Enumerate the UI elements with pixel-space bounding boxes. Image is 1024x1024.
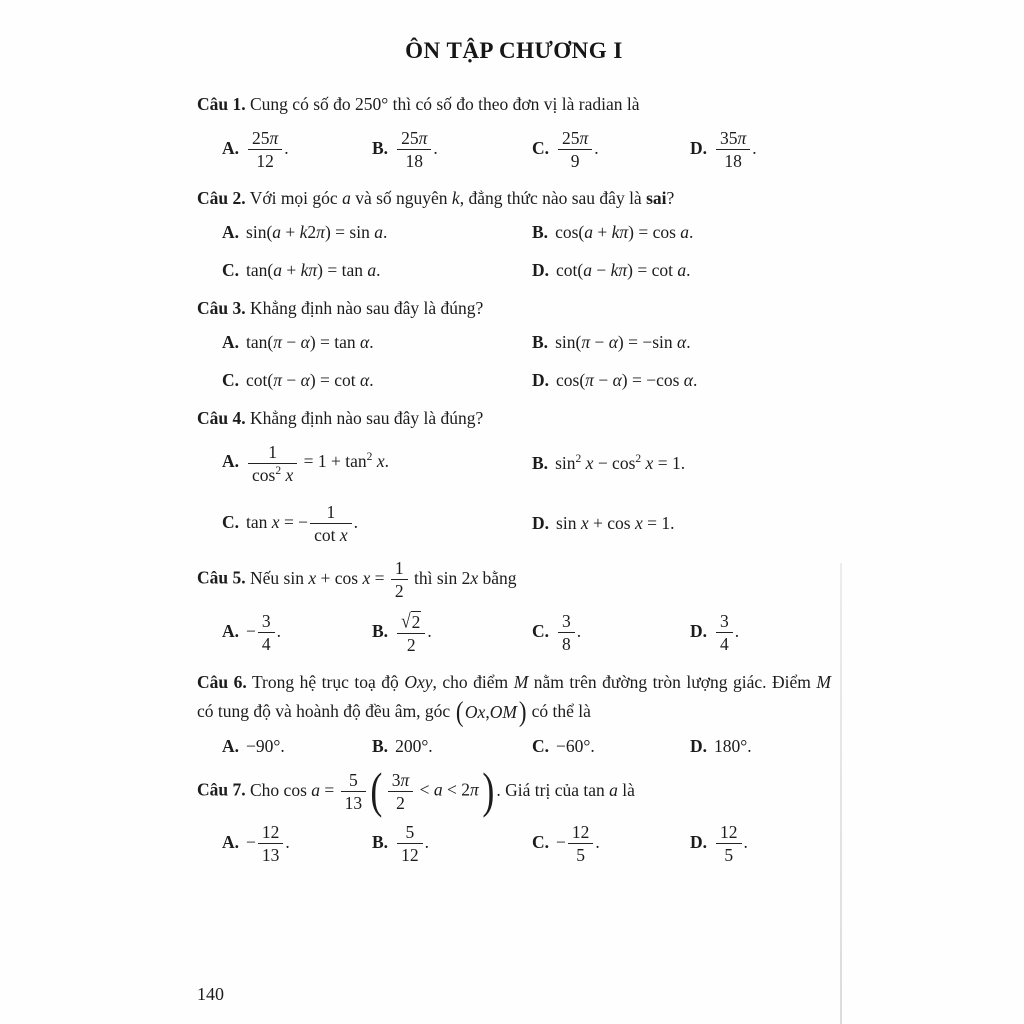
option-value: $\frac{3}{8}$ . (556, 621, 581, 641)
fraction: $\frac{25\pi}{9}$ (556, 128, 594, 171)
option-value: $\frac{12}{5}$ . (714, 832, 748, 852)
option-value: cos(a + kπ) = cos a. (555, 222, 694, 242)
question-text: Cung có số đo 250° thì có số đo theo đơn vị là radian là (250, 94, 640, 114)
option-key: D. (690, 736, 708, 757)
option-key: C. (222, 260, 240, 280)
option (532, 332, 831, 353)
options-row (222, 442, 831, 546)
option (532, 453, 831, 474)
fraction: $\frac{√2}{2}$ (395, 611, 427, 655)
option (222, 222, 532, 243)
option-key: A. (222, 331, 240, 352)
question-label: Câu 7. (197, 779, 246, 800)
question-text: Cho cos a = $\frac{5}{13}$ ( $\frac{3\pi}{2}$ < a < 2π ) . Giá trị của tan a là (250, 763, 635, 819)
question (197, 184, 831, 281)
fraction: $\frac{35\pi}{18}$ (714, 128, 752, 171)
option-key: B. (532, 331, 549, 352)
fraction: $\frac{1}{2}$ (389, 558, 410, 601)
fraction: $\frac{5}{12}$ (395, 822, 425, 865)
fraction: $\frac{25\pi}{18}$ (395, 128, 433, 171)
option-value: $\frac{25\pi}{18}$ . (395, 138, 438, 158)
option-key: D. (532, 513, 550, 534)
parenthesized-group: ( Ox,OM ) (455, 696, 527, 728)
option (690, 611, 831, 654)
option-value: −90°. (246, 736, 285, 757)
option-value: 200°. (395, 736, 433, 757)
question-stem (197, 558, 831, 601)
option-key: B. (372, 620, 389, 641)
option-key: B. (372, 736, 389, 757)
scan-artifact-line (840, 563, 842, 1024)
option-value: $\sin^2 x - \cos^2 x = 1$. (555, 452, 686, 473)
option (222, 370, 532, 391)
option-value: 180°. (714, 736, 752, 757)
option-key: D. (532, 260, 550, 280)
options-row (222, 822, 831, 865)
question (197, 90, 831, 171)
option-value: − $\frac{3}{4}$ . (246, 611, 282, 655)
option-key: C. (222, 511, 240, 532)
question-stem (197, 90, 831, 119)
question (197, 558, 831, 655)
option (372, 128, 532, 171)
options-row (222, 128, 831, 171)
option (532, 128, 690, 171)
question-text: Với mọi góc a và số nguyên k, đẳng thức nào sau đây là sai? (249, 188, 675, 209)
option (532, 611, 690, 654)
question-stem (197, 184, 831, 213)
fraction: $\frac{3\pi}{2}$ (386, 770, 416, 813)
square-root: √2 (401, 608, 421, 632)
option (690, 736, 831, 757)
option-value: −60°. (556, 736, 595, 757)
option (532, 222, 831, 243)
option-value: tan x = − $\frac{1}{\text{cot x}}$ . (246, 502, 358, 546)
question-label: Câu 1. (197, 94, 246, 114)
option (372, 822, 532, 865)
option-key: B. (372, 831, 389, 852)
questions-list (197, 90, 831, 866)
fraction: $\frac{3}{4}$ (714, 611, 735, 654)
option-value: $\frac{35\pi}{18}$ . (714, 138, 757, 158)
option-key: A. (222, 137, 240, 158)
option-key: A. (222, 451, 240, 472)
option-key: C. (222, 369, 240, 390)
fraction: $\frac{3}{8}$ (556, 611, 577, 654)
option (532, 736, 690, 757)
option-key: C. (532, 137, 550, 158)
option-value: $\frac{25\pi}{12}$ . (246, 138, 289, 158)
fraction: $\frac{1}{\text{cot x}}$ (308, 502, 354, 545)
option (222, 260, 532, 281)
options-row (222, 332, 831, 391)
option-value: tan(a + kπ) = tan a. (246, 260, 381, 280)
option-value: sin x + cos x = 1. (556, 513, 675, 534)
option-key: A. (222, 620, 240, 641)
option-value: − $\frac{12}{13}$ . (246, 822, 290, 866)
option-key: D. (690, 620, 708, 641)
option-value: $\frac{3}{4}$ . (714, 621, 739, 641)
question-stem (197, 763, 831, 819)
question-stem (197, 668, 831, 727)
option-value: $\frac{1}{\cos^2 x}$ = $1 + \tan^2 x$. (246, 451, 389, 471)
fraction: $\frac{1}{\cos^2 x}$ (246, 442, 299, 485)
question (197, 763, 831, 866)
option (532, 822, 690, 865)
option-key: B. (532, 452, 549, 473)
option-key: D. (532, 369, 550, 390)
option-key: B. (372, 137, 389, 158)
option-key: A. (222, 222, 240, 242)
option-value: sin(a + k2π) = sin a. (246, 222, 388, 242)
option (222, 128, 372, 171)
option (222, 736, 372, 757)
option (222, 442, 532, 485)
option (532, 370, 831, 391)
option-key: C. (532, 831, 550, 852)
option (222, 332, 532, 353)
option (690, 128, 831, 171)
parenthesized-group: ( $\frac{3\pi}{2}$ < a < 2π ) (370, 763, 495, 819)
option-value: cot(a − kπ) = cot a. (556, 260, 691, 280)
question-label: Câu 6. (197, 671, 247, 692)
option-value: $\frac{25\pi}{9}$ . (556, 138, 599, 158)
fraction: $\frac{12}{13}$ (256, 822, 286, 865)
fraction: $\frac{12}{5}$ (714, 822, 744, 865)
option (222, 611, 372, 654)
question-stem (197, 404, 831, 433)
option-key: A. (222, 831, 240, 852)
question-label: Câu 2. (197, 188, 246, 209)
question (197, 668, 831, 757)
question-label: Câu 4. (197, 407, 246, 428)
option (532, 513, 831, 534)
option-value: sin(π − α) = −sin α. (555, 331, 691, 352)
question-text: Nếu sin x + cos x = $\frac{1}{2}$ thì sin 2x bằng (250, 558, 517, 602)
option-value: $\frac{√2}{2}$ . (395, 621, 432, 641)
question-text: Khẳng định nào sau đây là đúng? (250, 407, 484, 428)
page-number: 140 (197, 984, 224, 1004)
option-key: C. (532, 620, 550, 641)
options-row (222, 736, 831, 757)
question-text: Khẳng định nào sau đây là đúng? (250, 298, 484, 318)
option (690, 822, 831, 865)
option-key: D. (690, 137, 708, 158)
option (372, 608, 532, 655)
option-value: cos(π − α) = −cos α. (556, 369, 698, 390)
option-key: D. (690, 831, 708, 852)
question-stem (197, 294, 831, 323)
options-row (222, 608, 831, 655)
question (197, 294, 831, 391)
question-label: Câu 3. (197, 298, 246, 318)
option (532, 260, 831, 281)
option-value: $\frac{5}{12}$ . (395, 832, 429, 852)
option-key: B. (532, 222, 549, 242)
fraction: $\frac{5}{13}$ (339, 770, 369, 813)
fraction: $\frac{25\pi}{12}$ (246, 128, 284, 171)
option (222, 502, 532, 545)
question (197, 404, 831, 545)
page-content (197, 38, 831, 879)
option-key: A. (222, 736, 240, 757)
page-title: ÔN TẬP CHƯƠNG I (405, 38, 623, 63)
question-label: Câu 5. (197, 567, 246, 588)
fraction: $\frac{12}{5}$ (566, 822, 596, 865)
option (372, 736, 532, 757)
question-text: Trong hệ trục toạ độ Oxy, cho điểm M nằm trên đường tròn lượng giác. Điểm M có tung độ và hoành độ đều âm, góc ( Ox,OM ) có thể là (197, 671, 831, 728)
option (222, 822, 372, 865)
option-key: C. (532, 736, 550, 757)
options-row (222, 222, 831, 281)
fraction: $\frac{3}{4}$ (256, 611, 277, 654)
option-value: tan(π − α) = tan α. (246, 331, 374, 352)
option-value: − $\frac{12}{5}$ . (556, 822, 600, 866)
option-value: cot(π − α) = cot α. (246, 369, 374, 390)
